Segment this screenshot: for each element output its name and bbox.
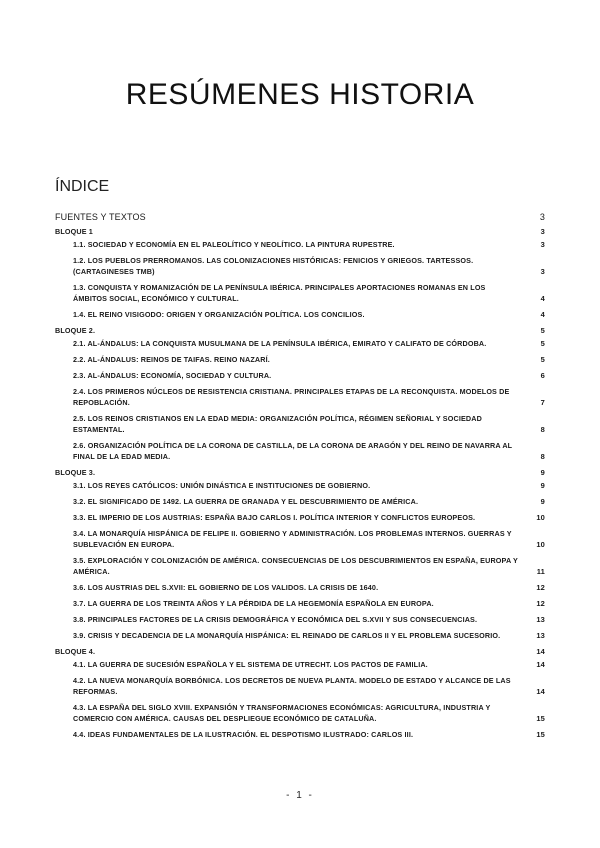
toc-entry-text: BLOQUE 1 bbox=[55, 227, 93, 236]
table-of-contents bbox=[55, 211, 545, 745]
toc-section[interactable] bbox=[55, 467, 545, 478]
toc-item[interactable] bbox=[55, 440, 545, 462]
toc-item[interactable] bbox=[55, 255, 545, 277]
toc-entry-text: BLOQUE 4. bbox=[55, 647, 96, 656]
toc-entry-text: 3.2. EL SIGNIFICADO DE 1492. LA GUERRA DE GRANADA Y EL DESCUBRIMIENTO DE AMÉRICA. bbox=[73, 497, 419, 506]
toc-entry-page: 3 bbox=[540, 267, 545, 276]
toc-entry-page: 4 bbox=[540, 294, 545, 303]
toc-section[interactable] bbox=[55, 646, 545, 657]
toc-entry-page: 6 bbox=[540, 371, 545, 380]
toc-item[interactable] bbox=[55, 370, 545, 381]
toc-entry-page: 8 bbox=[540, 452, 545, 461]
toc-entry-page: 10 bbox=[536, 540, 545, 549]
toc-item[interactable] bbox=[55, 282, 545, 304]
toc-entry-page: 14 bbox=[536, 660, 545, 669]
toc-entry-page: 15 bbox=[536, 730, 545, 739]
toc-entry-page: 3 bbox=[540, 227, 545, 236]
toc-entry-page: 7 bbox=[540, 398, 545, 407]
toc-entry-text: 3.8. PRINCIPALES FACTORES DE LA CRISIS DEMOGRÁFICA Y ECONÓMICA DEL S.XVII Y SUS CONSECUENCIAS. bbox=[73, 615, 478, 624]
toc-entry-page: 3 bbox=[539, 212, 545, 222]
toc-entry-page: 13 bbox=[536, 615, 545, 624]
index-heading: ÍNDICE bbox=[55, 178, 110, 195]
toc-entry-page: 13 bbox=[536, 631, 545, 640]
toc-entry-page: 12 bbox=[536, 583, 545, 592]
page-number: - 1 - bbox=[286, 790, 314, 801]
toc-entry-text: 1.1. SOCIEDAD Y ECONOMÍA EN EL PALEOLÍTICO Y NEOLÍTICO. LA PINTURA RUPESTRE. bbox=[73, 240, 395, 249]
toc-item[interactable] bbox=[55, 630, 545, 641]
toc-item[interactable] bbox=[55, 582, 545, 593]
toc-entry-text: 2.3. AL-ÁNDALUS: ECONOMÍA, SOCIEDAD Y CULTURA. bbox=[73, 371, 272, 380]
toc-entry-page: 5 bbox=[540, 355, 545, 364]
toc-entry-text: 2.5. LOS REINOS CRISTIANOS EN LA EDAD MEDIA: ORGANIZACIÓN POLÍTICA, RÉGIMEN SEÑORIAL Y SOCIEDAD ESTAMENTAL. bbox=[73, 414, 482, 434]
toc-entry-page: 14 bbox=[536, 647, 545, 656]
toc-entry-page: 9 bbox=[540, 468, 545, 477]
toc-entry-text: BLOQUE 3. bbox=[55, 468, 96, 477]
toc-item[interactable] bbox=[55, 555, 545, 577]
toc-item[interactable] bbox=[55, 386, 545, 408]
toc-entry-text: 3.3. EL IMPERIO DE LOS AUSTRIAS: ESPAÑA BAJO CARLOS I. POLÍTICA INTERIOR Y CONFLICTOS EUROPEOS. bbox=[73, 513, 476, 522]
toc-item[interactable] bbox=[55, 598, 545, 609]
toc-item[interactable] bbox=[55, 702, 545, 724]
toc-entry-text: 3.4. LA MONARQUÍA HISPÁNICA DE FELIPE II. GOBIERNO Y ADMINISTRACIÓN. LOS PROBLEMAS INTERNOS. GUERRAS Y SUBLEVACIÓN EN EUROPA. bbox=[73, 529, 512, 549]
toc-entry-text: 3.5. EXPLORACIÓN Y COLONIZACIÓN DE AMÉRICA. CONSECUENCIAS DE LOS DESCUBRIMIENTOS EN ESPAÑA, EUROPA Y AMÉRICA. bbox=[73, 556, 518, 576]
toc-entry-text: 3.1. LOS REYES CATÓLICOS: UNIÓN DINÁSTICA E INSTITUCIONES DE GOBIERNO. bbox=[73, 481, 371, 490]
toc-entry-text: 4.1. LA GUERRA DE SUCESIÓN ESPAÑOLA Y EL SISTEMA DE UTRECHT. LOS PACTOS DE FAMILIA. bbox=[73, 660, 428, 669]
toc-item[interactable] bbox=[55, 309, 545, 320]
toc-entry-text: 4.2. LA NUEVA MONARQUÍA BORBÓNICA. LOS DECRETOS DE NUEVA PLANTA. MODELO DE ESTADO Y ALCANCE DE LAS REFORMAS. bbox=[73, 676, 511, 696]
toc-entry-page: 8 bbox=[540, 425, 545, 434]
toc-entry-text: 1.3. CONQUISTA Y ROMANIZACIÓN DE LA PENÍNSULA IBÉRICA. PRINCIPALES APORTACIONES ROMANAS EN LOS ÁMBITOS SOCIAL, ECONÓMICO Y CULTURAL. bbox=[73, 283, 486, 303]
toc-entry-text: 3.7. LA GUERRA DE LOS TREINTA AÑOS Y LA PÉRDIDA DE LA HEGEMONÍA ESPAÑOLA EN EUROPA. bbox=[73, 599, 434, 608]
toc-entry-text: 2.2. AL-ÁNDALUS: REINOS DE TAIFAS. REINO NAZARÍ. bbox=[73, 355, 270, 364]
toc-entry-text: 4.3. LA ESPAÑA DEL SIGLO XVIII. EXPANSIÓN Y TRANSFORMACIONES ECONÓMICAS: AGRICULTURA, INDUSTRIA Y COMERCIO CON AMÉRICA. CAUSAS DEL DESPLIEGUE ECONÓMICO DE CATALUÑA. bbox=[73, 703, 491, 723]
toc-entry-page: 5 bbox=[540, 326, 545, 335]
toc-item[interactable] bbox=[55, 675, 545, 697]
toc-item[interactable] bbox=[55, 413, 545, 435]
toc-section[interactable] bbox=[55, 325, 545, 336]
toc-entry-text: 2.1. AL-ÁNDALUS: LA CONQUISTA MUSULMANA DE LA PENÍNSULA IBÉRICA, EMIRATO Y CALIFATO DE CÓRDOBA. bbox=[73, 339, 487, 348]
toc-item[interactable] bbox=[55, 528, 545, 550]
toc-entry-page: 3 bbox=[540, 240, 545, 249]
toc-fuentes[interactable] bbox=[55, 211, 545, 223]
toc-entry-text: 1.4. EL REINO VISIGODO: ORIGEN Y ORGANIZACIÓN POLÍTICA. LOS CONCILIOS. bbox=[73, 310, 365, 319]
toc-item[interactable] bbox=[55, 354, 545, 365]
toc-entry-page: 5 bbox=[540, 339, 545, 348]
toc-item[interactable] bbox=[55, 239, 545, 250]
document-title: RESÚMENES HISTORIA bbox=[125, 78, 475, 111]
toc-entry-page: 4 bbox=[540, 310, 545, 319]
toc-entry-page: 14 bbox=[536, 687, 545, 696]
toc-section[interactable] bbox=[55, 226, 545, 237]
toc-item[interactable] bbox=[55, 496, 545, 507]
toc-entry-page: 11 bbox=[536, 567, 545, 576]
toc-entry-text: 1.2. LOS PUEBLOS PRERROMANOS. LAS COLONIZACIONES HISTÓRICAS: FENICIOS Y GRIEGOS. TARTESSOS. (CARTAGINESES TMB) bbox=[73, 256, 474, 276]
toc-entry-text: FUENTES Y TEXTOS bbox=[55, 212, 146, 222]
toc-item[interactable] bbox=[55, 659, 545, 670]
toc-entry-page: 15 bbox=[536, 714, 545, 723]
toc-entry-page: 9 bbox=[540, 481, 545, 490]
toc-entry-page: 10 bbox=[536, 513, 545, 522]
toc-item[interactable] bbox=[55, 729, 545, 740]
toc-entry-text: BLOQUE 2. bbox=[55, 326, 96, 335]
toc-entry-page: 12 bbox=[536, 599, 545, 608]
toc-entry-text: 3.9. CRISIS Y DECADENCIA DE LA MONARQUÍA HISPÁNICA: EL REINADO DE CARLOS II Y EL PROBLEMA SUCESORIO. bbox=[73, 631, 501, 640]
toc-entry-text: 2.4. LOS PRIMEROS NÚCLEOS DE RESISTENCIA CRISTIANA. PRINCIPALES ETAPAS DE LA RECONQUISTA. MODELOS DE REPOBLACIÓN. bbox=[73, 387, 510, 407]
toc-item[interactable] bbox=[55, 480, 545, 491]
toc-entry-text: 3.6. LOS AUSTRIAS DEL S.XVII: EL GOBIERNO DE LOS VALIDOS. LA CRISIS DE 1640. bbox=[73, 583, 379, 592]
toc-entry-text: 2.6. ORGANIZACIÓN POLÍTICA DE LA CORONA DE CASTILLA, DE LA CORONA DE ARAGÓN Y DEL REINO DE NAVARRA AL FINAL DE LA EDAD MEDIA. bbox=[73, 441, 513, 461]
toc-entry-page: 9 bbox=[540, 497, 545, 506]
toc-item[interactable] bbox=[55, 614, 545, 625]
toc-entry-text: 4.4. IDEAS FUNDAMENTALES DE LA ILUSTRACIÓN. EL DESPOTISMO ILUSTRADO: CARLOS III. bbox=[73, 730, 414, 739]
toc-item[interactable] bbox=[55, 512, 545, 523]
toc-item[interactable] bbox=[55, 338, 545, 349]
